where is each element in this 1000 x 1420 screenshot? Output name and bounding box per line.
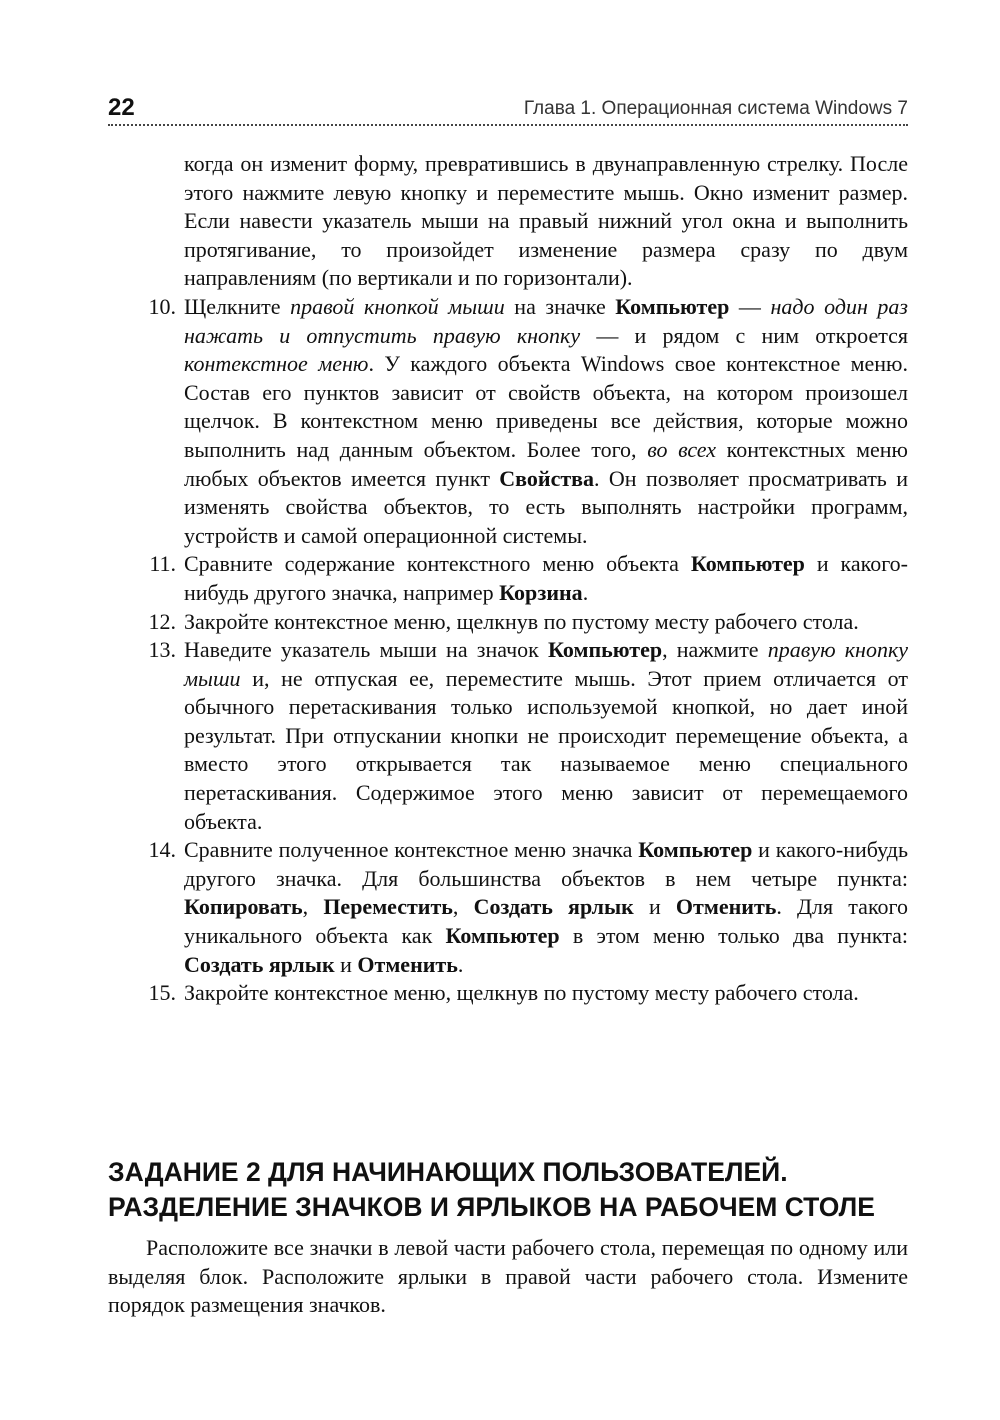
item-text: Щелкните правой кнопкой мыши на значке Компьютер — надо один раз нажать и отпустить правую кнопку — и рядом с ним откроется контекстное меню. У каждого объекта Windows свое контекстное меню. Состав его пунктов зависит от свойств объекта, на котором произошел щелчок. В контекстном меню приведены все действия, которые можно выполнить над данным объектом. Более того, во всех контекстных меню любых объектов имеется пункт Свойства. Он позволяет просматривать и изменять свойства объектов, то есть выполнять настройки программ, устройств и самой операционной системы. — [184, 293, 909, 548]
item-number: 14. — [148, 837, 176, 863]
list-item — [108, 636, 908, 836]
running-title: Глава 1. Операционная система Windows 7 — [523, 98, 908, 119]
list-item — [108, 608, 908, 637]
page-header — [108, 92, 908, 132]
header-dotted-rule — [108, 124, 908, 126]
list-item — [108, 550, 908, 607]
item-number: 13. — [148, 637, 176, 663]
item-text: Наведите указатель мыши на значок Компьютер, нажмите правую кнопку мыши и, не отпуская ее, переместите мышь. Этот прием отличается от обычного перетаскивания только используемой кнопкой, но дает иной результат. При отпускании кнопки не происходит перемещение объекта, а вместо этого открывается так называемое меню специального перетаскивания. Содержимое этого меню зависит от перемещаемого объекта. — [184, 637, 909, 834]
item-number: 15. — [148, 980, 176, 1006]
section-heading-line: РАЗДЕЛЕНИЕ ЗНАЧКОВ И ЯРЛЫКОВ НА РАБОЧЕМ СТОЛЕ — [108, 1192, 875, 1222]
item-number: 12. — [148, 608, 176, 634]
item-number: 11. — [149, 551, 176, 577]
item-text: Закройте контекстное меню, щелкнув по пустому месту рабочего стола. — [184, 980, 859, 1006]
body-text — [108, 150, 908, 1008]
section-heading-line: ЗАДАНИЕ 2 ДЛЯ НАЧИНАЮЩИХ ПОЛЬЗОВАТЕЛЕЙ. — [108, 1157, 788, 1187]
item-text: Сравните содержание контекстного меню объекта Компьютер и какого-нибудь другого значка, например Корзина. — [184, 551, 908, 605]
item-text: Сравните полученное контекстное меню значка Компьютер и какого-нибудь другого значка. Для большинства объектов в нем четыре пункта: Копировать, Переместить, Создать ярлык и Отменить. Для такого уникального объекта как Компьютер в этом меню только два пункта: Создать ярлык и Отменить. — [184, 837, 908, 977]
section-heading — [108, 1155, 908, 1225]
list-item — [108, 293, 908, 550]
continuation-paragraph: когда он изменит форму, превратившись в двунаправленную стрелку. После этого нажмите левую кнопку и переместите мышь. Окно изменит размер. Если навести указатель мыши на правый нижний угол окна и выполнить протягивание, то произойдет изменение размера сразу по двум направлениям (по вертикали и по горизонтали). — [184, 151, 908, 291]
page-number: 22 — [108, 94, 135, 121]
item-number: 10. — [148, 293, 176, 319]
list-item — [108, 979, 908, 1008]
section-paragraph: Расположите все значки в левой части рабочего стола, перемещая по одному или выделяя блок. Расположите ярлыки в правой части рабочего стола. Измените порядок размещения значков. — [108, 1235, 908, 1318]
item-text: Закройте контекстное меню, щелкнув по пустому месту рабочего стола. — [184, 608, 859, 634]
list-item — [108, 836, 908, 979]
